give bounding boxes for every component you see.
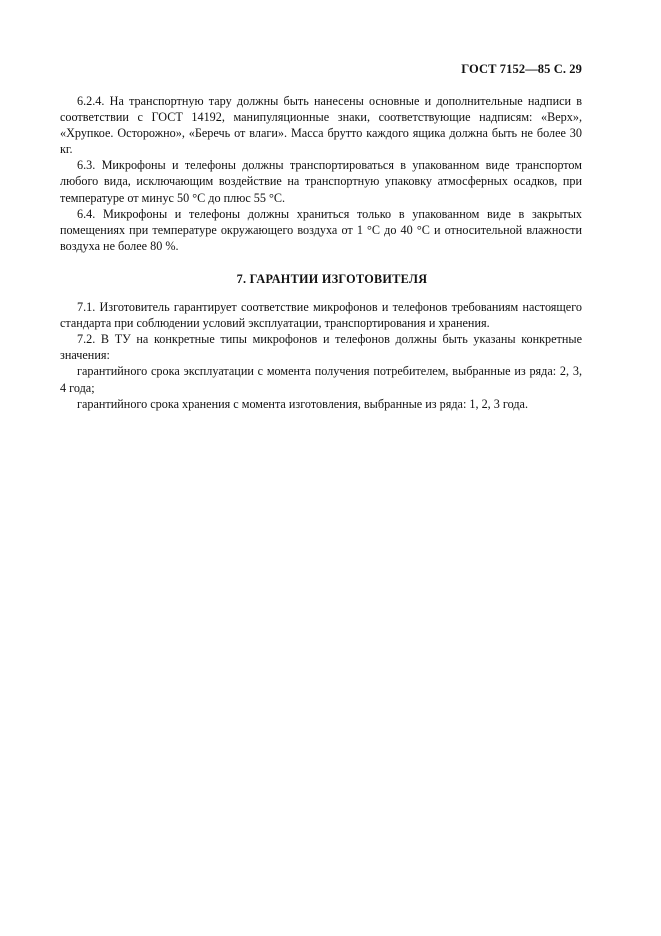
paragraph-6-3: 6.3. Микрофоны и телефоны должны транспортироваться в упакованном виде транспортом любого вида, исключающим воздействие на транспортную упаковку атмосферных осадков, при температуре от минус 50 °С до плюс 55 °С. <box>60 158 582 205</box>
running-header: ГОСТ 7152—85 С. 29 <box>461 62 582 76</box>
paragraph-7-2-item-b: гарантийного срока хранения с момента изготовления, выбранные из ряда: 1, 2, 3 года. <box>77 396 529 411</box>
section-7-title: 7. ГАРАНТИИ ИЗГОТОВИТЕЛЯ <box>236 271 428 286</box>
paragraph-7-2-item-a: гарантийного срока эксплуатации с момента получения потребителем, выбранные из ряда: 2, 3, 4 года; <box>60 364 582 395</box>
document-body <box>60 93 582 412</box>
paragraph-7-2: 7.2. В ТУ на конкретные типы микрофонов и телефонов должны быть указаны конкретные значения: <box>60 332 582 363</box>
paragraph-6-2-4: 6.2.4. На транспортную тару должны быть нанесены основные и дополнительные надписи в соответствии с ГОСТ 14192, манипуляционные знаки, соответствующие надписям: «Верх», «Хрупкое. Осторожно», «Беречь от влаги». Масса брутто каждого ящика должна быть не более 30 кг. <box>60 94 582 157</box>
paragraph-6-4: 6.4. Микрофоны и телефоны должны храниться только в упакованном виде в закрытых помещениях при температуре окружающего воздуха от 1 °С до 40 °С и относительной влажности воздуха не более 80 %. <box>60 206 582 253</box>
paragraph-7-1: 7.1. Изготовитель гарантирует соответствие микрофонов и телефонов требованиям настоящего стандарта при соблюдении условий эксплуатации, транспортирования и хранения. <box>60 300 582 331</box>
